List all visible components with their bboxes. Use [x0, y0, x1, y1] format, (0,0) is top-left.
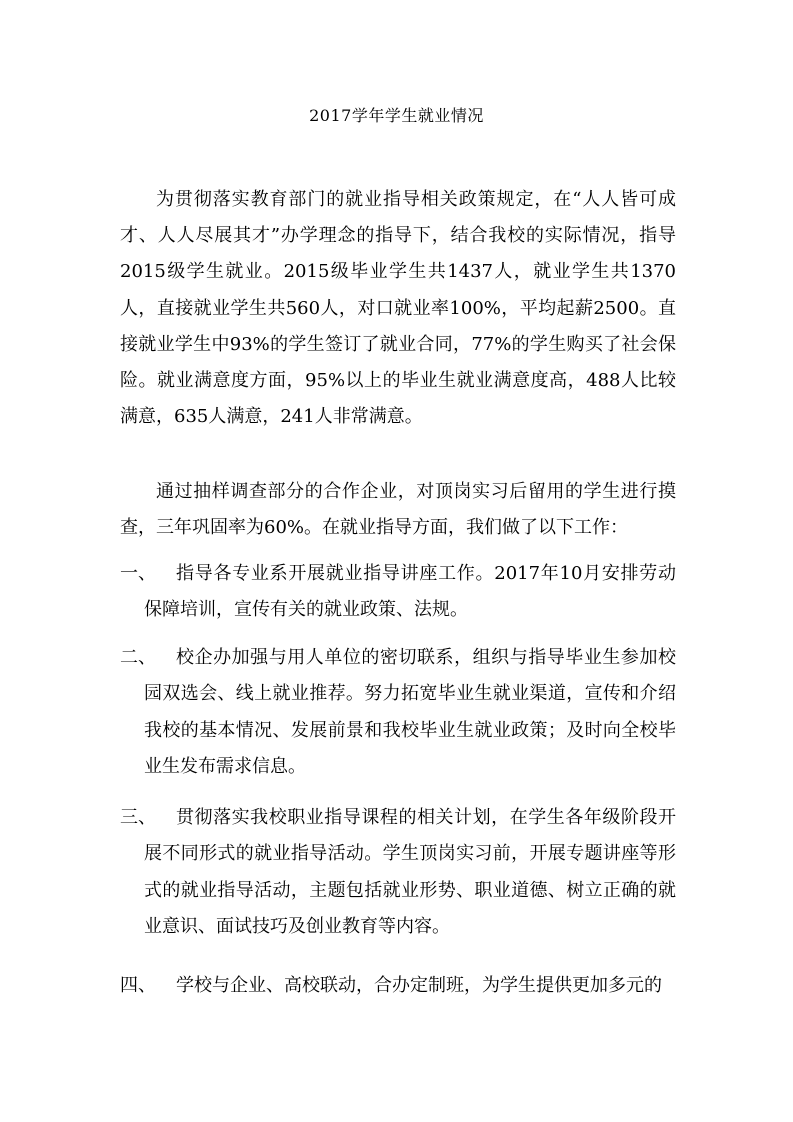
list-item-text: 学校与企业、高校联动，合办定制班，为学生提供更加多元的	[176, 975, 662, 996]
paragraph-text: 为贯彻落实教育部门的就业指导相关政策规定，在“人人皆可成才、人人尽展其才”办学理念的指导下，结合我校的实际情况，指导2015级学生就业。2015级毕业学生共1437人，就业学生共1370人，直接就业学生共560人，对口就业率100%，平均起薪2500。直接就业学生中93%的学生签订了就业合同，77%的学生购买了社会保险。就业满意度方面，95%以上的毕业生就业满意度高，488人比较满意，635人满意，241人非常满意。	[120, 189, 676, 428]
list-item-number: 三、	[120, 807, 156, 828]
paragraph-text: 通过抽样调查部分的合作企业，对顶岗实习后留用的学生进行摸查，三年巩固率为60%。在就业指导方面，我们做了以下工作：	[120, 481, 676, 539]
intro-paragraph-2	[120, 474, 676, 546]
list-item-2	[120, 640, 676, 786]
intro-paragraph-1	[120, 182, 676, 435]
list-item-1	[120, 556, 676, 629]
list-item-3	[120, 800, 676, 946]
list-item-number: 二、	[120, 647, 156, 668]
list-item-text: 贯彻落实我校职业指导课程的相关计划，在学生各年级阶段开展不同形式的就业指导活动。学生顶岗实习前，开展专题讲座等形式的就业指导活动，主题包括就业形势、职业道德、树立正确的就业意识、面试技巧及创业教育等内容。	[144, 807, 676, 938]
list-item-4	[120, 968, 676, 1004]
list-item-number: 一、	[120, 563, 156, 584]
list-item-text: 校企办加强与用人单位的密切联系，组织与指导毕业生参加校园双选会、线上就业推荐。努力拓宽毕业生就业渠道，宣传和介绍我校的基本情况、发展前景和我校毕业生就业政策；及时向全校毕业生发布需求信息。	[144, 647, 676, 778]
document-title: 2017学年学生就业情况	[309, 106, 484, 125]
list-item-number: 四、	[120, 975, 156, 996]
list-item-text: 指导各专业系开展就业指导讲座工作。2017年10月安排劳动保障培训，宣传有关的就业政策、法规。	[144, 563, 676, 621]
